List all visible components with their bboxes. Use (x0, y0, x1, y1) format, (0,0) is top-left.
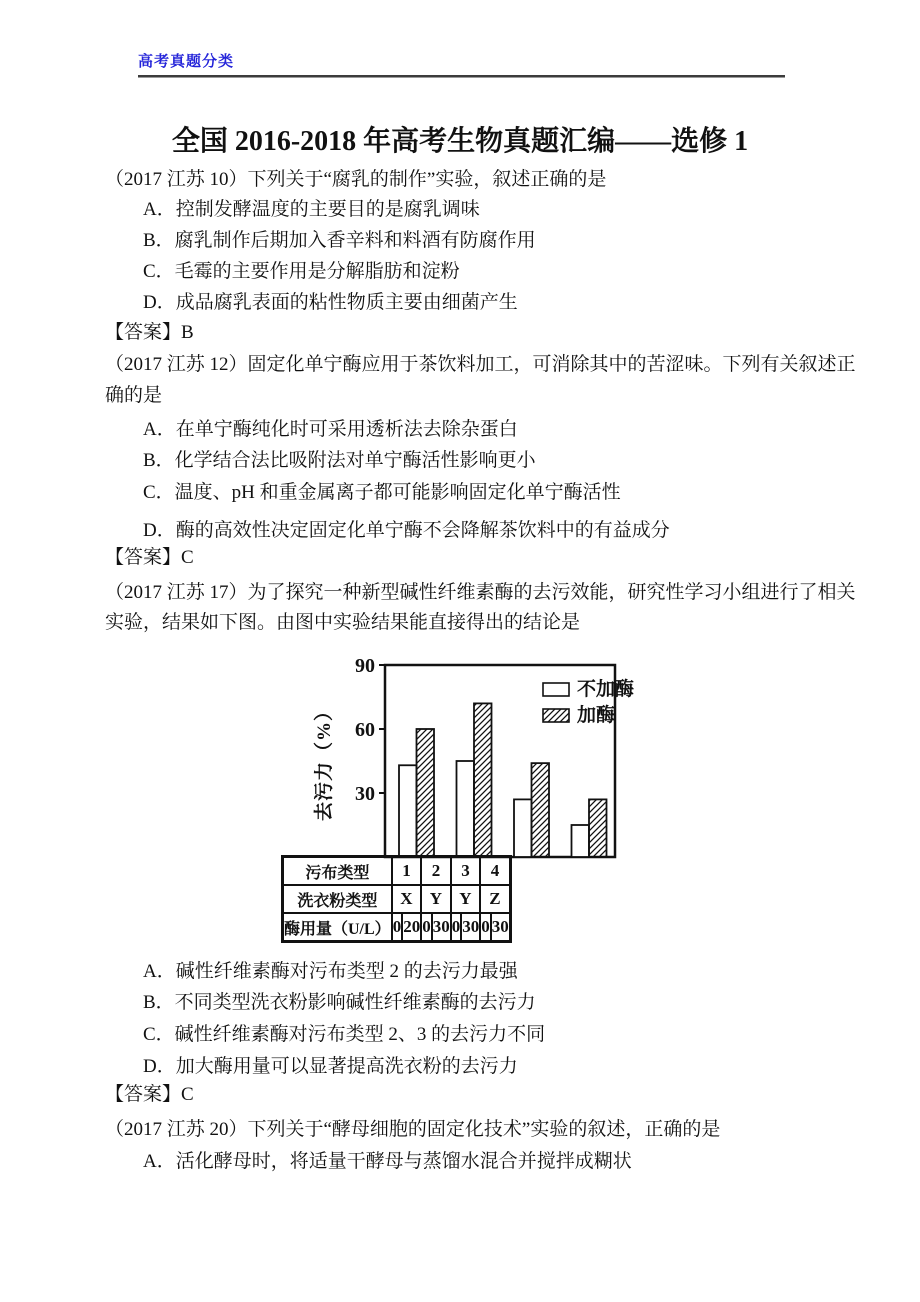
header-divider (138, 75, 785, 78)
legend-swatch-加酶 (543, 709, 569, 722)
q20-stem: （2017 江苏 20）下列关于“酵母细胞的固定化技术”实验的叙述，正确的是 (105, 1119, 721, 1140)
q17-stem-line2: 实验，结果如下图。由图中实验结果能直接得出的结论是 (105, 612, 581, 633)
page-header-category: 高考真题分类 (138, 53, 235, 70)
row-label-enzyme-dose: 酶用量（U/L） (283, 913, 392, 942)
cell-dose-4b: 30 (491, 913, 511, 942)
legend-label-不加酶: 不加酶 (577, 679, 635, 700)
bar-不加酶-3 (514, 799, 532, 857)
cell-dose-3b: 30 (461, 913, 480, 942)
cell-detergent-1: X (392, 885, 422, 913)
cell-detergent-3: Y (451, 885, 481, 913)
y-tick-label: 90 (355, 655, 375, 677)
document-title: 全国 2016-2018 年高考生物真题汇编——选修 1 (171, 126, 749, 157)
q17-answer: 【答案】C (105, 1084, 194, 1105)
bar-chart (290, 650, 650, 860)
table-row-enzyme-dose (283, 913, 511, 942)
bar-不加酶-2 (457, 761, 475, 857)
q20-option-a: A．活化酵母时，将适量干酵母与蒸馏水混合并搅拌成糊状 (143, 1151, 632, 1172)
legend-swatch-不加酶 (543, 683, 569, 696)
cell-cloth-2: 2 (421, 857, 451, 886)
experiment-conditions-table (281, 855, 512, 943)
cell-cloth-3: 3 (451, 857, 481, 886)
q12-answer: 【答案】C (105, 547, 194, 568)
q17-option-c: C．碱性纤维素酶对污布类型 2、3 的去污力不同 (143, 1024, 546, 1045)
cell-dose-1b: 20 (402, 913, 421, 942)
row-label-cloth-type: 污布类型 (283, 857, 392, 886)
cell-dose-1a: 0 (392, 913, 403, 942)
cell-detergent-4: Z (480, 885, 510, 913)
bar-加酶-1 (417, 729, 435, 857)
cell-dose-2b: 30 (432, 913, 451, 942)
q17-stem-line1: （2017 江苏 17）为了探究一种新型碱性纤维素酶的去污效能，研究性学习小组进行了相关 (105, 582, 856, 603)
cell-dose-3a: 0 (451, 913, 462, 942)
legend-label-加酶: 加酶 (577, 705, 616, 726)
q10-option-a: A．控制发酵温度的主要目的是腐乳调味 (143, 199, 480, 220)
cell-cloth-4: 4 (480, 857, 510, 886)
q10-option-d: D．成品腐乳表面的粘性物质主要由细菌产生 (143, 292, 518, 313)
bar-不加酶-4 (572, 825, 590, 857)
cell-detergent-2: Y (421, 885, 451, 913)
bar-加酶-4 (589, 799, 607, 857)
cell-dose-2a: 0 (421, 913, 432, 942)
table-row-detergent-type (283, 885, 511, 913)
y-axis-label: 去污力（%） (314, 700, 335, 822)
y-tick-label: 60 (355, 719, 375, 741)
bar-加酶-3 (532, 763, 550, 857)
row-label-detergent-type: 洗衣粉类型 (283, 885, 392, 913)
q10-option-c: C．毛霉的主要作用是分解脂肪和淀粉 (143, 261, 460, 282)
q10-stem: （2017 江苏 10）下列关于“腐乳的制作”实验，叙述正确的是 (105, 169, 607, 190)
y-tick-label: 30 (355, 783, 375, 805)
bar-加酶-2 (474, 703, 492, 857)
q17-option-a: A．碱性纤维素酶对污布类型 2 的去污力最强 (143, 961, 518, 982)
cell-dose-4a: 0 (480, 913, 491, 942)
q12-stem-line2: 确的是 (105, 385, 163, 406)
q12-option-c: C．温度、pH 和重金属离子都可能影响固定化单宁酶活性 (143, 482, 621, 503)
bar-不加酶-1 (399, 765, 417, 857)
q10-option-b: B．腐乳制作后期加入香辛料和料酒有防腐作用 (143, 230, 536, 251)
q17-option-d: D．加大酶用量可以显著提高洗衣粉的去污力 (143, 1056, 518, 1077)
cell-cloth-1: 1 (392, 857, 422, 886)
table-row-cloth-type (283, 857, 511, 886)
q17-option-b: B．不同类型洗衣粉影响碱性纤维素酶的去污力 (143, 992, 536, 1013)
q12-option-d: D．酶的高效性决定固定化单宁酶不会降解茶饮料中的有益成分 (143, 520, 670, 541)
q12-option-b: B．化学结合法比吸附法对单宁酶活性影响更小 (143, 450, 536, 471)
q10-answer: 【答案】B (105, 322, 194, 343)
q12-stem-line1: （2017 江苏 12）固定化单宁酶应用于茶饮料加工，可消除其中的苦涩味。下列有关叙述正 (105, 354, 856, 375)
q12-option-a: A．在单宁酶纯化时可采用透析法去除杂蛋白 (143, 419, 518, 440)
